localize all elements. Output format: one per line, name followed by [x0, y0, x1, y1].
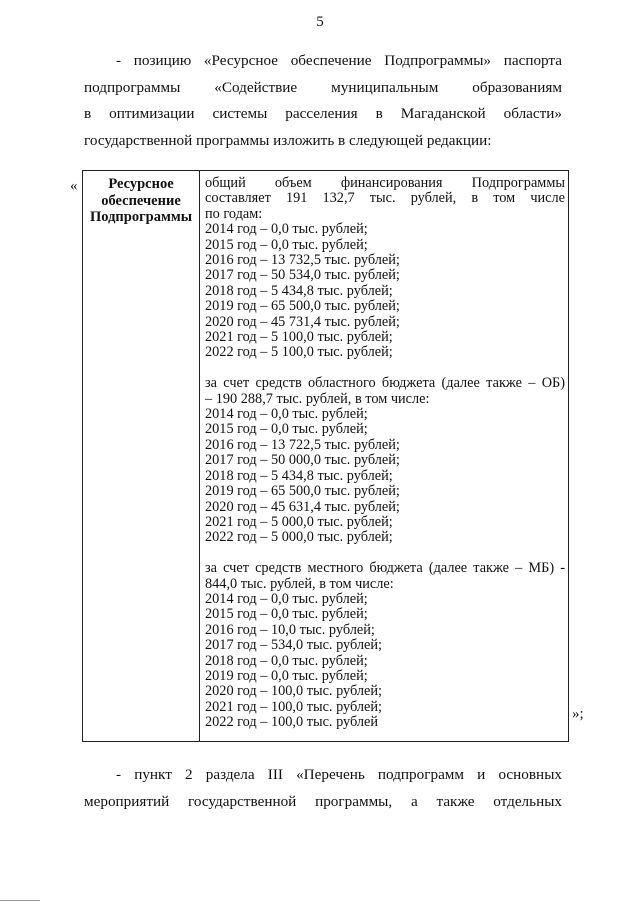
year-line: 2015 год – 0,0 тыс. рублей;	[205, 606, 368, 623]
year-line: 2022 год – 5 100,0 тыс. рублей;	[205, 344, 393, 361]
year-line: 2019 год – 65 500,0 тыс. рублей;	[205, 483, 400, 500]
year-line: 2019 год – 0,0 тыс. рублей;	[205, 667, 368, 684]
funding-head-line: 844,0 тыс. рублей, в том числе:	[205, 575, 394, 592]
year-line: 2017 год – 50 534,0 тыс. рублей;	[205, 267, 400, 284]
regional-funding-block	[205, 376, 565, 545]
year-line: 2017 год – 50 000,0 тыс. рублей;	[205, 452, 400, 469]
year-line: 2017 год – 534,0 тыс. рублей;	[205, 637, 383, 654]
year-line: 2018 год – 5 434,8 тыс. рублей;	[205, 282, 393, 299]
resource-table	[82, 170, 569, 742]
spacer	[205, 361, 565, 376]
table-right-cell	[205, 176, 565, 731]
funding-head-line: за счет средств областного бюджета (далее также – ОБ)	[205, 375, 565, 392]
year-line: 2016 год – 13 732,5 тыс. рублей;	[205, 252, 400, 269]
table-left-cell	[83, 171, 200, 741]
year-line: 2015 год – 0,0 тыс. рублей;	[205, 236, 368, 253]
funding-head-line: общий объем финансирования Подпрограммы	[205, 175, 565, 191]
table-row-title	[83, 171, 199, 226]
total-funding-block	[205, 176, 565, 361]
year-line: 2014 год – 0,0 тыс. рублей;	[205, 590, 368, 607]
year-line: 2014 год – 0,0 тыс. рублей;	[205, 221, 368, 238]
year-line: 2015 год – 0,0 тыс. рублей;	[205, 421, 368, 438]
year-line: 2020 год – 45 631,4 тыс. рублей;	[205, 498, 400, 515]
bottom-edge-mark	[0, 900, 40, 901]
outro-paragraph	[84, 762, 562, 815]
title-line: Подпрограммы	[89, 209, 193, 225]
spacer	[205, 546, 565, 561]
year-line: 2018 год – 0,0 тыс. рублей;	[205, 652, 368, 669]
funding-head-line: составляет 191 132,7 тыс. рублей, в том числе	[205, 190, 565, 207]
year-line: 2020 год – 45 731,4 тыс. рублей;	[205, 313, 400, 330]
local-funding-block	[205, 561, 565, 730]
title-line: обеспечение	[101, 192, 181, 209]
closing-quote: »;	[572, 706, 584, 722]
title-line: Ресурсное	[108, 176, 174, 192]
page-number: 5	[316, 14, 324, 30]
intro-line: - позицию «Ресурсное обеспечение Подпрограммы» паспорта	[116, 52, 562, 69]
outro-line: мероприятий государственной программы, а также отдельных	[84, 792, 562, 810]
intro-line: подпрограммы «Содействие муниципальным образованиям	[84, 78, 562, 96]
year-line: 2022 год – 5 000,0 тыс. рублей;	[205, 529, 393, 546]
year-line: 2020 год – 100,0 тыс. рублей;	[205, 683, 383, 700]
year-line: 2021 год – 5 100,0 тыс. рублей;	[205, 329, 393, 346]
year-line: 2021 год – 100,0 тыс. рублей;	[205, 698, 383, 715]
year-line: 2014 год – 0,0 тыс. рублей;	[205, 406, 368, 423]
funding-head-line: за счет средств местного бюджета (далее также – МБ) -	[205, 560, 565, 577]
year-line: 2022 год – 100,0 тыс. рублей	[205, 714, 379, 731]
intro-paragraph	[84, 48, 562, 154]
funding-head-line: по годам:	[205, 205, 263, 222]
intro-line: государственной программы изложить в следующей редакции:	[84, 131, 492, 149]
opening-quote: «	[70, 178, 78, 194]
year-line: 2016 год – 10,0 тыс. рублей;	[205, 621, 375, 638]
funding-head-line: – 190 288,7 тыс. рублей, в том числе:	[205, 390, 430, 407]
year-line: 2021 год – 5 000,0 тыс. рублей;	[205, 513, 393, 530]
year-line: 2019 год – 65 500,0 тыс. рублей;	[205, 298, 400, 315]
intro-line: в оптимизации системы расселения в Магаданской области»	[84, 105, 562, 122]
year-line: 2018 год – 5 434,8 тыс. рублей;	[205, 467, 393, 484]
outro-line: - пункт 2 раздела III «Перечень подпрограмм и основных	[116, 766, 562, 783]
year-line: 2016 год – 13 722,5 тыс. рублей;	[205, 436, 400, 453]
